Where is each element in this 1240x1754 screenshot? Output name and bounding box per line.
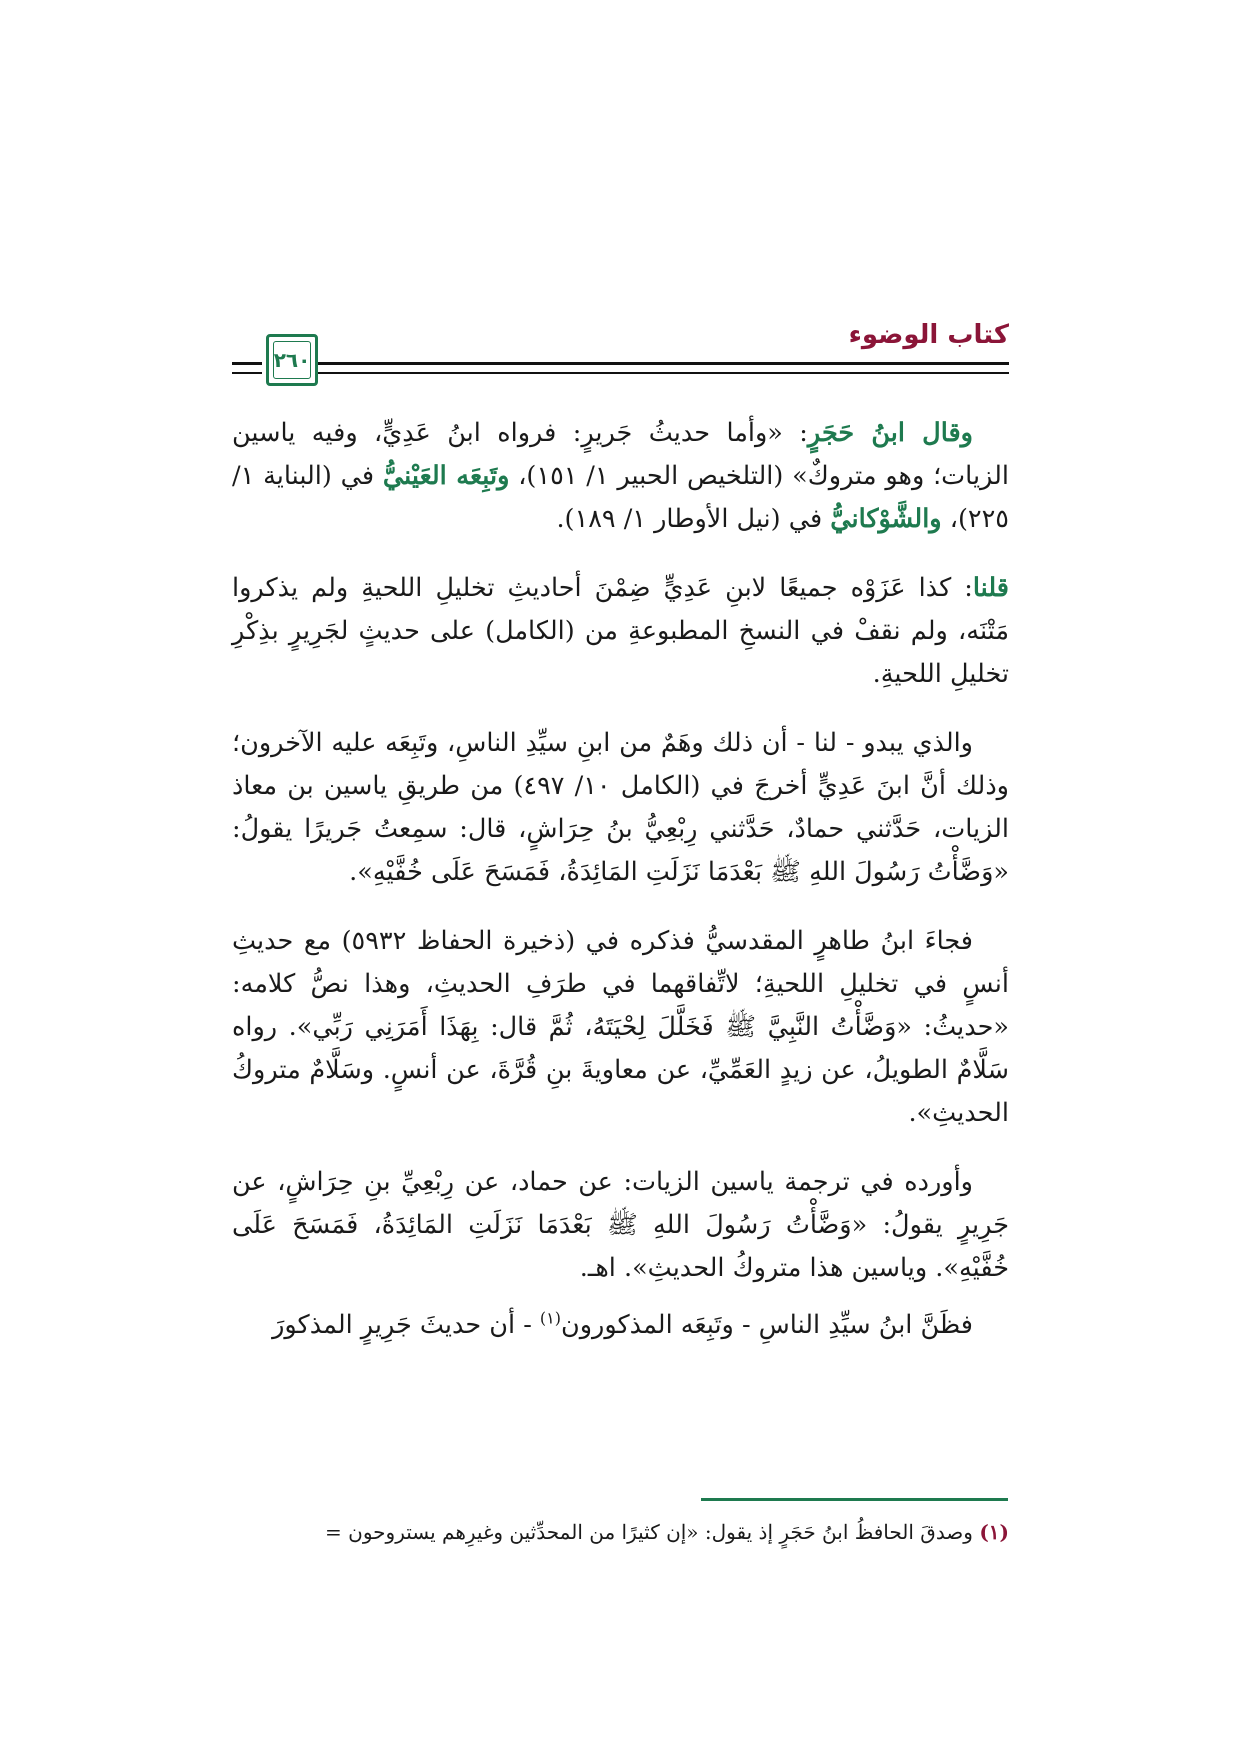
page-header [232,320,1009,390]
chapter-title: كتاب الوضوء [848,320,1009,350]
header-rule [309,372,1009,374]
header-rule [232,372,262,374]
paragraph-text: في (نيل الأوطار ١/ ١٨٩). [556,504,831,534]
body-text [232,412,1009,1373]
page-number: ٢٦٠ [273,348,311,372]
paragraph-3 [232,722,1009,894]
paragraph-text: في (البناية ١/ ٢٢٥)، [232,461,1009,534]
footnote-text: وصدقَ الحافظُ ابنُ حَجَرٍ إذ يقول: «إن كثيرًا من المحدِّثين وغيرِهم يستروحون = [325,1520,980,1544]
paragraph-5 [232,1161,1009,1290]
scholar-name: وتَبِعَه العَيْنيُّ [382,461,510,491]
paragraph-6 [232,1304,1009,1347]
paragraph-text: - أن حديثَ جَرِيرٍ المذكورَ [272,1310,540,1340]
page-number-badge [266,334,318,386]
footnote-number: (١) [979,1520,1009,1544]
paragraph-text: فظَنَّ ابنُ سيِّدِ الناسِ - وتَبِعَه المذكورون [561,1310,973,1340]
paragraph-text: : كذا عَزَوْه جميعًا لابنِ عَدِيٍّ ضِمْنَ أحاديثِ تخليلِ اللحيةِ ولم يذكروا مَتْنَه، ولم نقفْ في النسخِ المطبوعةِ من (الكامل) على حديثٍ لجَرِيرٍ بذِكْرِ تخليلِ اللحيةِ. [232,573,1009,689]
paragraph-2 [232,567,1009,696]
scholar-name: والشَّوْكانيُّ [830,504,942,534]
paragraph-text: : «وأما حديثُ جَريرٍ: فرواه ابنُ عَدِيٍّ، وفيه ياسين الزيات؛ وهو متروكٌ» (التلخيص الحبير ١/ ١٥١)، [232,418,1009,491]
qulna-label: قلنا [972,573,1009,603]
footnote-divider [701,1498,1008,1501]
paragraph-text: فجاءَ ابنُ طاهرٍ المقدسيُّ فذكره في (ذخيرة الحفاظ ٥٩٣٢) مع حديثِ أنسٍ في تخليلِ اللحيةِ؛ لاتِّفاقهما في طرَفِ الحديثِ، وهذا نصُّ كلامه: «حديثُ: «وَضَّأْتُ النَّبِيَّ ﷺ فَخَلَّلَ لِحْيَتَهُ، ثُمَّ قال: بِهَذَا أَمَرَنِي رَبِّي». رواه سَلَّامٌ الطويلُ، عن زيدٍ العَمِّيِّ، عن معاويةَ بنِ قُرَّةَ، عن أنسٍ. وسَلَّامٌ متروكُ الحديثِ». [232,926,1009,1128]
paragraph-text: وأورده في ترجمة ياسين الزيات: عن حماد، عن رِبْعِيِّ بنِ حِرَاشٍ، عن جَرِيرٍ يقولُ: «وَضَّأْتُ رَسُولَ اللهِ ﷺ بَعْدَمَا نَزَلَتِ المَائِدَةُ، فَمَسَحَ عَلَى خُفَّيْهِ». وياسين هذا متروكُ الحديثِ». اهـ. [232,1167,1009,1283]
header-rule [232,362,262,365]
paragraph-text: والذي يبدو - لنا - أن ذلك وهَمٌ من ابنِ سيِّدِ الناسِ، وتَبِعَه عليه الآخرون؛ وذلك أنَّ ابنَ عَدِيٍّ أخرجَ في (الكامل ١٠/ ٤٩٧) من طريقِ ياسين بن معاذ الزيات، حَدَّثني حمادٌ، حَدَّثني رِبْعِيُّ بنُ حِرَاشٍ، قال: سمِعتُ جَريرًا يقولُ: «وَضَّأْتُ رَسُولَ اللهِ ﷺ بَعْدَمَا نَزَلَتِ المَائِدَةُ، فَمَسَحَ عَلَى خُفَّيْهِ». [232,728,1009,887]
paragraph-4 [232,920,1009,1135]
footnote-marker[interactable]: (١) [539,1308,562,1328]
scholar-name: وقال ابنُ حَجَرٍ [807,418,973,448]
header-rule [309,362,1009,365]
footnote [232,1516,1009,1548]
paragraph-1 [232,412,1009,541]
